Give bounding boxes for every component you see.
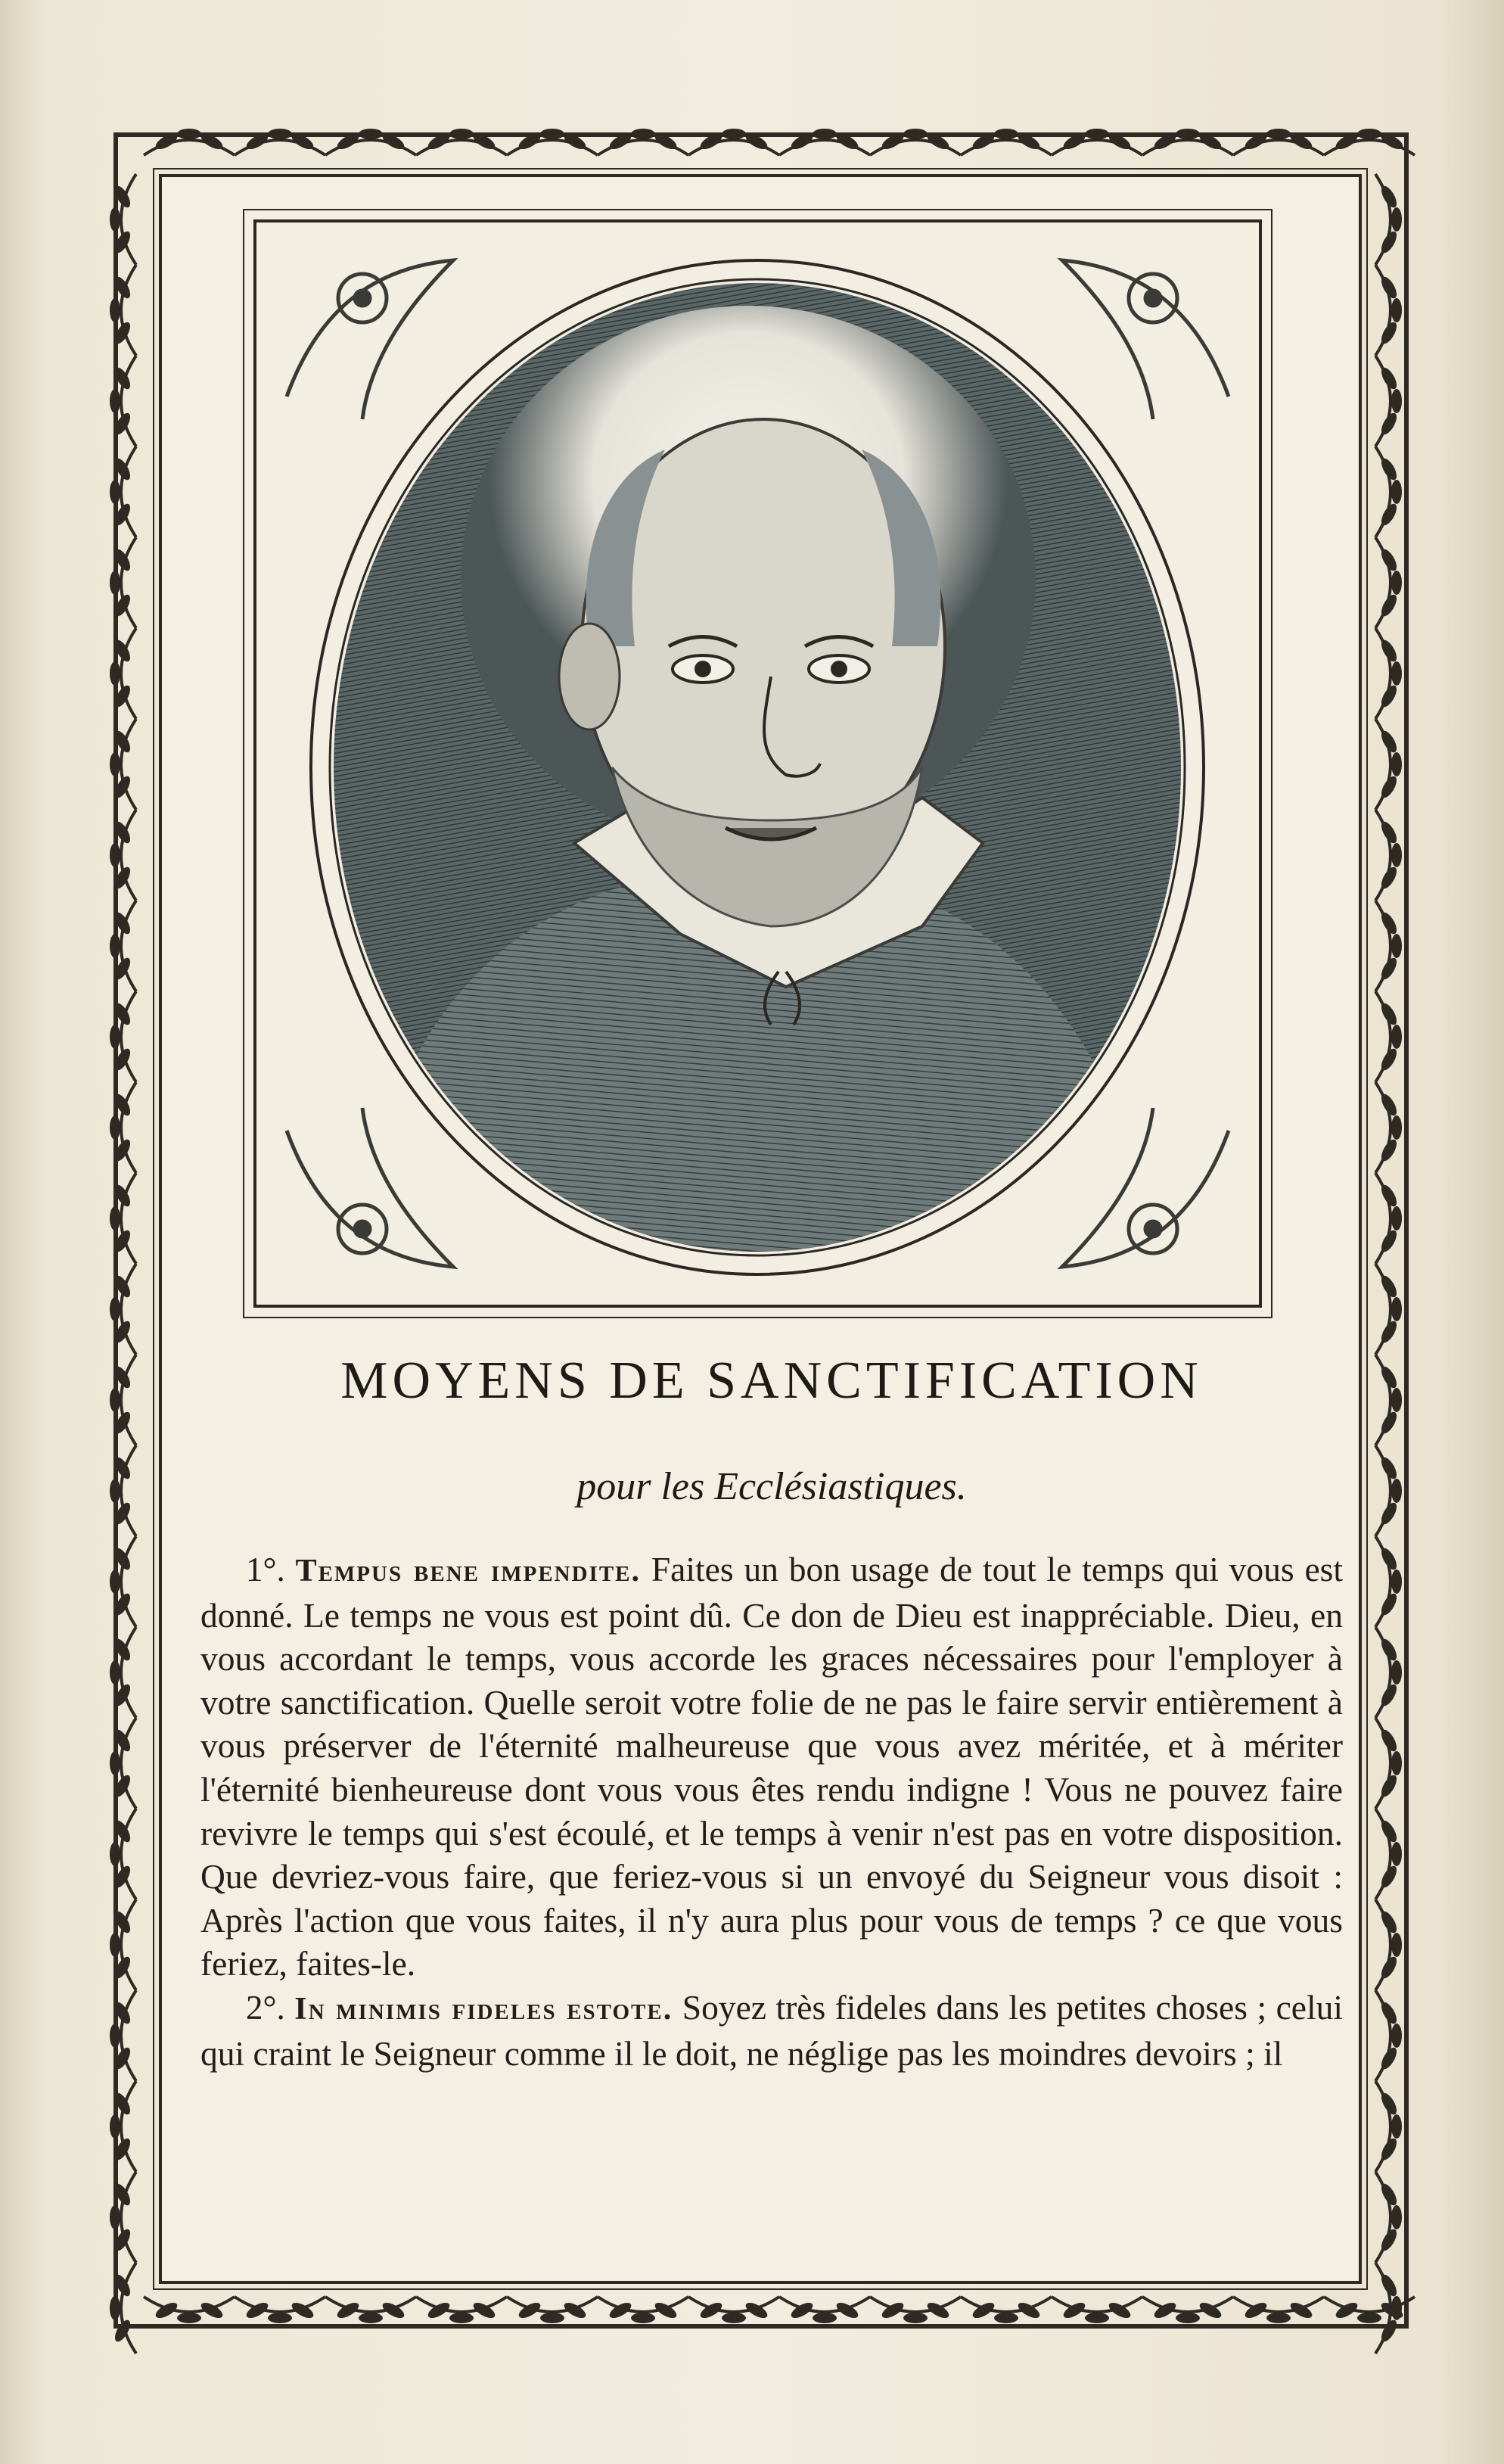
paragraph-number: 2°. (246, 1988, 285, 2027)
paragraph-text: Faites un bon usage de tout le temps qui vous est donné. Le temps ne vous est point dû. Ce don de Dieu est inappréciable. Dieu, en vous accordant le temps, vous accorde les graces nécessaires pour l'employer à votre sanctification. Quelle seroit votre folie de ne pas le faire servir entièrement à vous préserver de l'éternité malheureuse que vous avez méritée, et à mériter l'éternité bienheureuse dont vous vous êtes rendu indigne ! Vous ne pouvez faire revivre le temps qui s'est écoulé, et le temps à venir n'est pas en votre disposition. Que devriez-vous faire, que feriez-vous si un envoyé du Seigneur vous disoit : Après l'action que vous faites, il n'y aura plus pour vous de temps ? ce que vous feriez, faites-le. (200, 1550, 1344, 1983)
page-subtitle: pour les Ecclésiastiques. (576, 1465, 967, 1508)
paragraph-number: 1°. (246, 1551, 285, 1588)
paragraph-2 (200, 1986, 1343, 2075)
body-text (200, 1548, 1343, 2075)
page-title: MOYENS DE SANCTIFICATION (340, 1352, 1203, 1410)
portrait-illustration (256, 222, 1259, 1305)
paragraph-heading: Tempus bene impendite. (295, 1554, 642, 1588)
portrait-engraving (253, 219, 1262, 1308)
paragraph-1 (200, 1548, 1343, 1986)
paragraph-heading: In minimis fideles estote. (294, 1991, 673, 2027)
paragraph-text: Soyez très fideles dans les petites choses ; celui qui craint le Seigneur comme il le doit, ne néglige pas les moindres devoirs ; il (200, 1987, 1344, 2073)
